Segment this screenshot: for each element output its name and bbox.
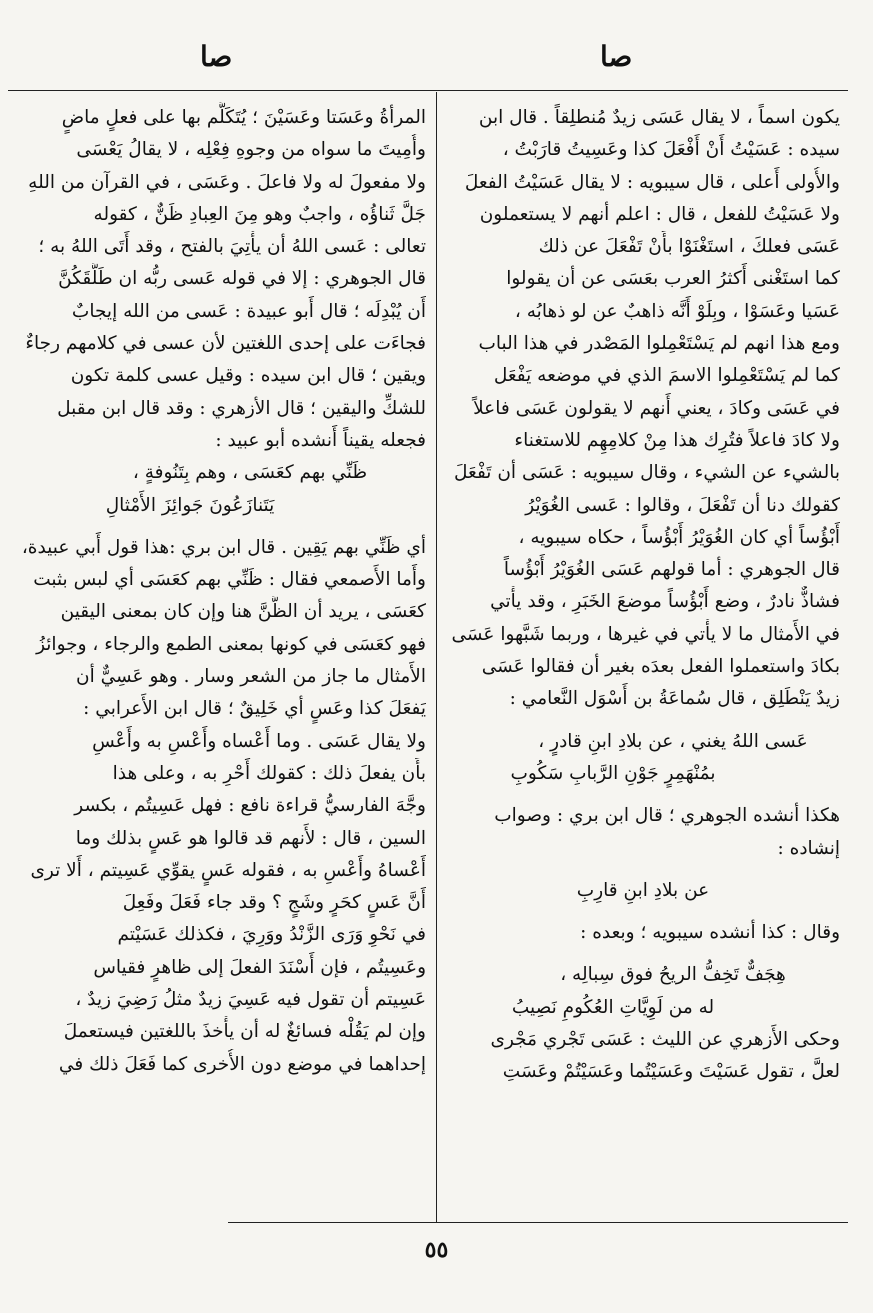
text-line: عَسِيتم أن تقول فيه عَسِيَ زيدٌ مثلُ رَضِيَ زيدٌ ، [75,989,426,1011]
text-line: عَسَى فعلكَ ، استَغْنَوْا بأَنْ تَفْعَلَ عن ذلك [538,236,840,258]
text-line: فهو كعَسَى في كونها بمعنى الطمع والرجاء ، وجوائزُ [36,633,426,655]
page-number: ٥٥ [424,1237,449,1263]
header-catchword-left: صا [200,40,233,73]
verse-hemistich: ظَنِّي بهم كعَسَى ، وهم بِتَنُوفةٍ ، [132,462,368,484]
text-line: وقال : كذا أنشده سيبويه ؛ وبعده : [580,922,840,944]
text-line: بالشيء عن الشيء ، وقال سيبويه : عَسَى أن تَفْعَلَ [454,462,840,484]
verse-spacer [446,790,840,800]
text-line: الأَمثال ما جاز من الشعر وسار . وهو عَسِيٌّ أن [76,666,426,688]
page-header [0,40,873,80]
footer-rule [228,1222,848,1223]
verse-spacer [446,907,840,917]
text-line: للشكِّ واليقين ؛ قال الأزهري : وقد قال ابن مقبل [57,397,426,419]
verse-spacer [14,522,426,532]
text-line: السين ، قال : لأَنهم قد قالوا هو عَسٍ بذلك وما [75,827,426,849]
text-line: في الأَمثال ما لا يأْتي في غيرها ، وربما شَبَّهوا عَسَى [451,623,840,645]
text-line: وحكى الأَزهري عن الليث : عَسَى تَجْري مَجْرى [490,1029,840,1051]
text-line: أَن يُبْدِلَه ؛ قال أَبو عبيدة : عَسى من الله إيجابٌ [71,300,426,322]
header-catchword-right: صا [600,40,633,73]
text-line: فجاءَت على إحدى اللغتين لأن عسى في كلامهم رجاءٌ [25,333,426,355]
text-line: إنشاده : [777,837,840,859]
left-column [14,102,426,1081]
text-line: ولا يقال عَسَى . وما أَعْساه وأَعْسِ به وأَعْسِ [92,730,426,752]
verse-spacer [446,865,840,875]
text-line: وإن لم يَقُلْه فسائغٌ له أن يأْخذَ باللغتين فيستعملَ [63,1021,426,1043]
text-line: أي ظَنِّي بهم يَقِين . قال ابن بري :هذا قول أَبي عبيدة، [21,536,426,558]
text-line: يَفعَلَ كذا وعَسٍ أي خَلِيقٌ ؛ قال ابن الأَعرابي : [83,698,426,720]
text-line: فجعله يقيناً أَنشده أبو عبيد : [215,429,426,451]
text-line: أَعْساهُ وأَعْسِ به ، فقوله عَسٍ يقوِّي عَسِيتم ، أَلا ترى [30,859,426,881]
text-line: ولا مفعولَ له ولا فاعلَ . وعَسَى ، في القرآن من اللهِ [28,171,426,193]
text-line: سيده : عَسَيْتُ أَنْ أَفْعَلَ كذا وعَسِيتُ قارَبْتُ ، [502,139,840,161]
text-line: جَلَّ ثَناؤُه ، واجبٌ وهو مِنَ العِبادِ ظَنٌّ ، كقوله [93,203,426,225]
text-line: كعَسَى ، يريد أن الظَّنَّ هنا وإن كان بمعنى اليقين [60,601,426,623]
verse-hemistich: بمُنْهَمِرٍ جَوْنِ الرَّبابِ سَكُوبِ [510,762,716,784]
text-line: إحداهما في موضع دون الأُخرى كما فَعَلَ ذلك في [58,1053,426,1075]
text-line: فشاذٌّ نادرٌ ، وضع أَبْؤُساً موضعَ الخَبَرِ ، وقد يأْتي [490,591,840,613]
text-line: وعَسِيتُم ، فإن أَسْنَدَ الفعلَ إلى ظاهرٍ فقياس [93,956,426,978]
verse-hemistich: عَسى اللهُ يغني ، عن بلادِ ابنِ قادرٍ ، [538,730,808,752]
text-line: بأَن يفعلَ ذلك : كقولك أَحْرِ به ، وعلى هذا [112,762,426,784]
text-line: كما لم يَسْتَعْمِلوا الاسمَ الذي في موضعه يَفْعَل [493,365,840,387]
text-line: هكذا أنشده الجوهري ؛ قال ابن بري : وصواب [494,805,840,827]
text-line: تعالى : عَسى اللهُ أن يأْتِيَ بالفتح ، وقد أَتَى اللهُ به ؛ [38,236,426,258]
text-line: كما استَغْنى أَكثرُ العرب بعَسَى عن أن يقولوا [506,268,840,290]
text-line: لعلَّ ، تقول عَسَيْتَ وعَسَيْتُما وعَسَيْتُمْ وعَسَتِ [502,1061,840,1083]
verse-spacer [446,716,840,726]
text-line: المرأةُ وعَسَتا وعَسَيْنَ ؛ يُتَكَلَّم بها على فعلٍ ماضٍ [61,107,426,128]
text-line: وجَّهَ الفارسيُّ قراءة نافع : فهل عَسِيتُم ، بكسر [74,795,426,817]
text-line: وأُمِيتَ ما سواه من وجوهِ فِعْلِه ، لا يقالُ يَعْسَى [76,139,426,161]
verse-spacer [446,949,840,959]
verse-hemistich: يَتَنازَعُونَ جَوائِزَ الأَمْثالِ [105,494,275,516]
verse-hemistich: عن بلادِ ابنِ قارِبِ [576,879,710,901]
right-column [446,102,840,1089]
text-line: بكادَ واستعملوا الفعل بعدَه بغير أن فقالوا عَسَى [481,656,840,678]
text-line: وأَما الأَصمعي فقال : ظَنِّي بهم كعَسَى أي لبس بثبت [33,569,426,591]
text-line: يكون اسماً ، لا يقال عَسَى زيدٌ مُنطلِقاً . قال ابن [478,107,840,128]
text-line: في عَسَى وكادَ ، يعني أَنهم لا يقولون عَسَى فاعلاً [473,397,840,419]
text-line: والأُولى أَعلى ، قال سيبويه : لا يقال عَسَيْتُ الفعلَ [464,171,840,193]
verse-hemistich: له من لَوِيَّاتِ العُكُومِ نَصِيبُ [511,996,715,1018]
text-line: أَنَّ عَسٍ كحَرٍ وشَجٍ ؟ وقد جاء فَعَلَ وفَعِلَ [122,892,426,914]
text-line: ولا عَسَيْتُ للفعل ، قال : اعلم أنهم لا يستعملون [479,203,840,225]
text-line: أَبْؤُساً أي كان الغُوَيْرُ أَبْؤُساً ، حكاه سيبويه ، [518,526,840,548]
text-line: قال الجوهري : أما قولهم عَسَى الغُوَيْرُ أَبْؤُساً [503,559,840,581]
verse-hemistich: هِجَفٌّ تَخِفُّ الريحُ فوق سِبالِه ، [560,964,786,986]
text-line: ومع هذا انهم لم يَسْتَعْمِلوا المَصْدر في هذا الباب [478,333,840,355]
text-line: زيدٌ يَنْطَلِق ، قال سُماعَةُ بن أَسْوَل النَّعامي : [509,688,840,710]
text-line: في نَحْوِ وَرَى الزَّنْدُ ووَرِيَ ، فكذلك عَسَيْتم [117,924,426,946]
text-line: قال الجوهري : إلا في قوله عَسى ربُّه ان طَلَّقَكُنَّ [58,268,426,290]
text-line: ولا كادَ فاعلاً فتُرِك هذا مِنْ كلامِهِم للاستغناء [514,429,840,451]
column-divider [436,92,437,1222]
header-rule [8,90,848,91]
text-line: ويقين ؛ قال ابن سيده : وقيل عسى كلمة تكون [70,365,426,387]
text-line: كقولك دنا أن تَفْعَلَ ، وقالوا : عَسى الغُوَيْرُ [525,494,840,516]
text-line: عَسَيا وعَسَوْا ، وبِلَوْ أَنَّه ذاهبٌ عن لو ذهابُه ، [514,300,840,322]
